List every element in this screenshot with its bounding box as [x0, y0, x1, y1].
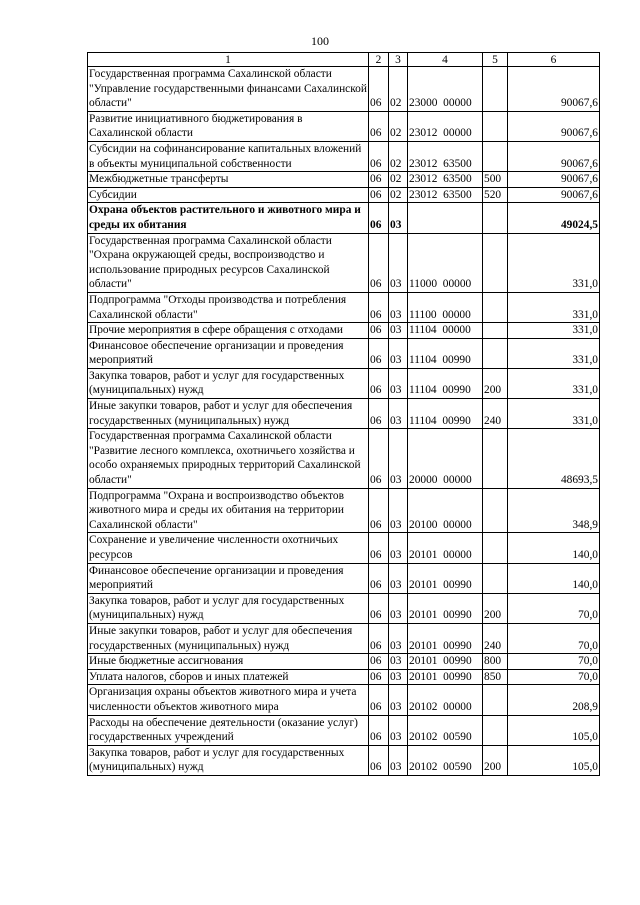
row-name-cell: Закупка товаров, работ и услуг для государственных (муниципальных) нужд	[88, 593, 369, 623]
row-code-2-cell: 06	[369, 203, 389, 233]
table-row	[88, 593, 600, 623]
row-code-2-cell: 06	[369, 292, 389, 322]
row-code-2-cell: 06	[369, 233, 389, 292]
row-code-4-cell: 20101 00990	[408, 563, 483, 593]
row-code-4-cell: 23012 63500	[408, 172, 483, 188]
row-code-4-cell: 20102 00000	[408, 685, 483, 715]
row-code-3-cell: 03	[389, 323, 408, 339]
row-name-cell: Государственная программа Сахалинской области "Развитие лесного комплекса, охотничьего хозяйства и особо охраняемых природных территорий Сахалинской области"	[88, 429, 369, 488]
row-code-3-cell: 03	[389, 429, 408, 488]
row-code-4-cell	[408, 203, 483, 233]
row-code-3-cell: 03	[389, 623, 408, 653]
row-code-5-cell	[483, 111, 508, 141]
row-code-3-cell: 02	[389, 187, 408, 203]
row-code-4-cell: 11104 00990	[408, 368, 483, 398]
row-code-5-cell: 800	[483, 654, 508, 670]
row-code-4-cell: 20100 00000	[408, 488, 483, 533]
table-body	[88, 67, 600, 776]
row-code-5-cell: 200	[483, 745, 508, 775]
table-row	[88, 429, 600, 488]
table-row	[88, 623, 600, 653]
row-code-2-cell: 06	[369, 715, 389, 745]
row-code-4-cell: 23012 63500	[408, 141, 483, 171]
table-row	[88, 172, 600, 188]
row-code-3-cell: 03	[389, 338, 408, 368]
table-row	[88, 563, 600, 593]
row-code-5-cell: 240	[483, 399, 508, 429]
row-name-cell: Иные закупки товаров, работ и услуг для обеспечения государственных (муниципальных) нужд	[88, 399, 369, 429]
table-row	[88, 203, 600, 233]
row-amount-cell: 208,9	[508, 685, 600, 715]
row-code-3-cell: 02	[389, 141, 408, 171]
row-code-5-cell: 850	[483, 669, 508, 685]
row-amount-cell: 90067,6	[508, 67, 600, 112]
row-code-4-cell: 20102 00590	[408, 745, 483, 775]
row-amount-cell: 331,0	[508, 233, 600, 292]
row-name-cell: Охрана объектов растительного и животного мира и среды их обитания	[88, 203, 369, 233]
table-row	[88, 323, 600, 339]
table-row	[88, 292, 600, 322]
row-name-cell: Подпрограмма "Охрана и воспроизводство объектов животного мира и среды их обитания на территории Сахалинской области"	[88, 488, 369, 533]
row-name-cell: Иные закупки товаров, работ и услуг для обеспечения государственных (муниципальных) нужд	[88, 623, 369, 653]
row-amount-cell: 105,0	[508, 715, 600, 745]
row-amount-cell: 331,0	[508, 292, 600, 322]
row-code-5-cell: 500	[483, 172, 508, 188]
row-code-4-cell: 20000 00000	[408, 429, 483, 488]
row-code-5-cell	[483, 141, 508, 171]
row-name-cell: Иные бюджетные ассигнования	[88, 654, 369, 670]
row-amount-cell: 48693,5	[508, 429, 600, 488]
row-code-3-cell: 03	[389, 399, 408, 429]
row-amount-cell: 90067,6	[508, 141, 600, 171]
row-code-4-cell: 11104 00000	[408, 323, 483, 339]
row-code-2-cell: 06	[369, 187, 389, 203]
row-code-4-cell: 23012 00000	[408, 111, 483, 141]
row-code-3-cell: 03	[389, 669, 408, 685]
row-amount-cell: 70,0	[508, 623, 600, 653]
row-name-cell: Государственная программа Сахалинской области "Охрана окружающей среды, воспроизводство и использование природных ресурсов Сахалинской области"	[88, 233, 369, 292]
row-code-2-cell: 06	[369, 141, 389, 171]
row-code-3-cell: 02	[389, 111, 408, 141]
row-code-3-cell: 03	[389, 233, 408, 292]
row-code-2-cell: 06	[369, 399, 389, 429]
row-code-2-cell: 06	[369, 368, 389, 398]
row-code-5-cell	[483, 323, 508, 339]
row-code-4-cell: 11000 00000	[408, 233, 483, 292]
row-code-5-cell: 200	[483, 593, 508, 623]
row-code-4-cell: 23000 00000	[408, 67, 483, 112]
row-name-cell: Подпрограмма "Отходы производства и потребления Сахалинской области"	[88, 292, 369, 322]
row-code-3-cell: 02	[389, 172, 408, 188]
row-name-cell: Межбюджетные трансферты	[88, 172, 369, 188]
row-code-2-cell: 06	[369, 533, 389, 563]
table-row	[88, 488, 600, 533]
row-code-2-cell: 06	[369, 429, 389, 488]
row-name-cell: Уплата налогов, сборов и иных платежей	[88, 669, 369, 685]
row-code-3-cell: 03	[389, 715, 408, 745]
row-code-4-cell: 11100 00000	[408, 292, 483, 322]
row-code-5-cell: 200	[483, 368, 508, 398]
header-cell-1: 1	[88, 53, 369, 67]
table-row	[88, 187, 600, 203]
row-amount-cell: 105,0	[508, 745, 600, 775]
header-cell-2: 2	[369, 53, 389, 67]
header-cell-6: 6	[508, 53, 600, 67]
row-code-2-cell: 06	[369, 172, 389, 188]
table-row	[88, 533, 600, 563]
row-code-5-cell	[483, 292, 508, 322]
row-name-cell: Финансовое обеспечение организации и проведения мероприятий	[88, 338, 369, 368]
row-code-4-cell: 20101 00990	[408, 593, 483, 623]
row-name-cell: Закупка товаров, работ и услуг для государственных (муниципальных) нужд	[88, 368, 369, 398]
row-name-cell: Государственная программа Сахалинской области "Управление государственными финансами Сахалинской области"	[88, 67, 369, 112]
table-row	[88, 669, 600, 685]
row-name-cell: Прочие мероприятия в сфере обращения с отходами	[88, 323, 369, 339]
row-code-4-cell: 20102 00590	[408, 715, 483, 745]
row-code-4-cell: 11104 00990	[408, 338, 483, 368]
row-code-2-cell: 06	[369, 323, 389, 339]
row-code-3-cell: 03	[389, 563, 408, 593]
row-amount-cell: 90067,6	[508, 111, 600, 141]
row-code-5-cell: 520	[483, 187, 508, 203]
row-amount-cell: 140,0	[508, 563, 600, 593]
row-code-4-cell: 20101 00990	[408, 623, 483, 653]
row-code-2-cell: 06	[369, 488, 389, 533]
table-row	[88, 685, 600, 715]
row-code-5-cell	[483, 685, 508, 715]
row-code-5-cell	[483, 563, 508, 593]
table-row	[88, 399, 600, 429]
row-code-5-cell	[483, 715, 508, 745]
row-name-cell: Сохранение и увеличение численности охотничьих ресурсов	[88, 533, 369, 563]
row-code-4-cell: 20101 00000	[408, 533, 483, 563]
row-code-3-cell: 03	[389, 533, 408, 563]
row-name-cell: Субсидии	[88, 187, 369, 203]
row-amount-cell: 331,0	[508, 338, 600, 368]
row-code-2-cell: 06	[369, 685, 389, 715]
row-code-3-cell: 03	[389, 654, 408, 670]
row-code-4-cell: 23012 63500	[408, 187, 483, 203]
table-row	[88, 67, 600, 112]
table-row	[88, 111, 600, 141]
row-amount-cell: 49024,5	[508, 203, 600, 233]
table-row	[88, 141, 600, 171]
row-code-3-cell: 03	[389, 593, 408, 623]
row-amount-cell: 331,0	[508, 399, 600, 429]
row-amount-cell: 90067,6	[508, 172, 600, 188]
row-name-cell: Развитие инициативного бюджетирования в Сахалинской области	[88, 111, 369, 141]
table-row	[88, 745, 600, 775]
row-code-4-cell: 20101 00990	[408, 654, 483, 670]
header-cell-4: 4	[408, 53, 483, 67]
table-row	[88, 654, 600, 670]
row-code-5-cell: 240	[483, 623, 508, 653]
row-name-cell: Финансовое обеспечение организации и проведения мероприятий	[88, 563, 369, 593]
table-row	[88, 338, 600, 368]
row-code-2-cell: 06	[369, 593, 389, 623]
row-code-3-cell: 03	[389, 685, 408, 715]
row-code-2-cell: 06	[369, 654, 389, 670]
row-name-cell: Субсидии на софинансирование капитальных вложений в объекты муниципальной собственности	[88, 141, 369, 171]
row-amount-cell: 331,0	[508, 323, 600, 339]
row-code-5-cell	[483, 488, 508, 533]
row-code-2-cell: 06	[369, 67, 389, 112]
header-cell-5: 5	[483, 53, 508, 67]
row-code-3-cell: 03	[389, 368, 408, 398]
row-code-3-cell: 02	[389, 67, 408, 112]
row-amount-cell: 70,0	[508, 669, 600, 685]
row-amount-cell: 331,0	[508, 368, 600, 398]
row-name-cell: Расходы на обеспечение деятельности (оказание услуг) государственных учреждений	[88, 715, 369, 745]
row-code-2-cell: 06	[369, 669, 389, 685]
row-code-5-cell	[483, 533, 508, 563]
row-code-5-cell	[483, 203, 508, 233]
row-code-5-cell	[483, 233, 508, 292]
row-amount-cell: 70,0	[508, 593, 600, 623]
row-code-3-cell: 03	[389, 292, 408, 322]
row-name-cell: Закупка товаров, работ и услуг для государственных (муниципальных) нужд	[88, 745, 369, 775]
row-code-3-cell: 03	[389, 203, 408, 233]
budget-table	[87, 52, 600, 776]
row-code-2-cell: 06	[369, 623, 389, 653]
row-code-5-cell	[483, 338, 508, 368]
row-code-2-cell: 06	[369, 563, 389, 593]
row-code-2-cell: 06	[369, 745, 389, 775]
row-code-5-cell	[483, 67, 508, 112]
row-code-4-cell: 11104 00990	[408, 399, 483, 429]
row-amount-cell: 348,9	[508, 488, 600, 533]
table-row	[88, 368, 600, 398]
row-code-3-cell: 03	[389, 745, 408, 775]
row-amount-cell: 90067,6	[508, 187, 600, 203]
row-amount-cell: 140,0	[508, 533, 600, 563]
row-amount-cell: 70,0	[508, 654, 600, 670]
row-code-4-cell: 20101 00990	[408, 669, 483, 685]
page-number: 100	[311, 34, 329, 48]
table-row	[88, 233, 600, 292]
row-code-5-cell	[483, 429, 508, 488]
row-code-3-cell: 03	[389, 488, 408, 533]
header-row	[88, 53, 600, 67]
row-code-2-cell: 06	[369, 338, 389, 368]
row-name-cell: Организация охраны объектов животного мира и учета численности объектов животного мира	[88, 685, 369, 715]
row-code-2-cell: 06	[369, 111, 389, 141]
header-cell-3: 3	[389, 53, 408, 67]
table-row	[88, 715, 600, 745]
